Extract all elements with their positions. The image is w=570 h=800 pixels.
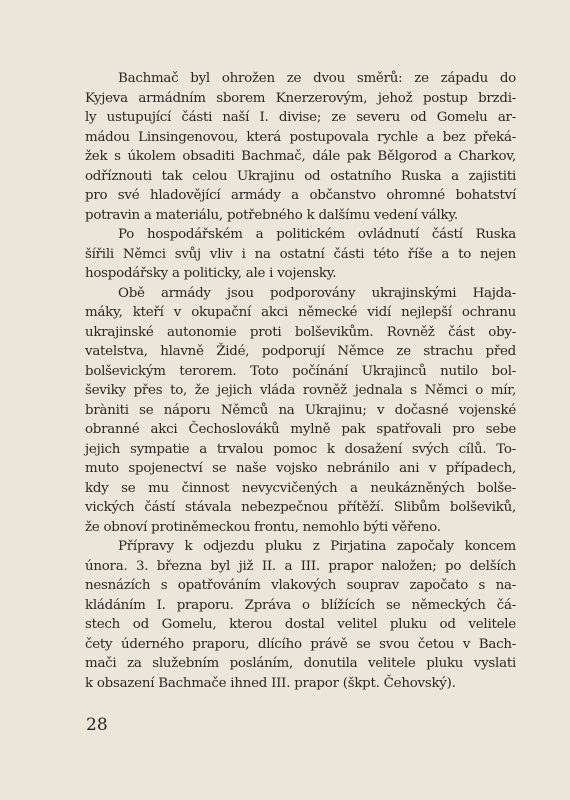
text-line: kládáním I. praporu. Zpráva o blížících se německých čá- (85, 597, 516, 613)
text-line: bràniti se náporu Němců na Ukrajinu; v dočasné vojenské (85, 402, 516, 418)
text-line: k obsazení Bachmače ihned III. prapor (škpt. Čehovský). (85, 675, 456, 691)
text-line: že obnoví protiněmeckou frontu, nemohlo býti věřeno. (85, 519, 441, 535)
text-line: muto spojenectví se naše vojsko nebránilo ani v případech, (85, 461, 516, 476)
text-line: ševiky přes to, že jejich vláda rovněž jednala s Němci o mír, (85, 383, 516, 398)
text-line: Kyjeva armádním sborem Knerzerovým, jehož postup brzdi- (85, 90, 516, 106)
text-line: hospodářsky a politicky, ale i vojensky. (85, 266, 337, 281)
text-line: vatelstva, hlavně Židé, podporují Němce ze strachu před (85, 344, 516, 359)
text-line: mači za služebním posláním, donutila velitele pluku vyslati (85, 656, 516, 671)
text-line: kdy se mu činnost nevycvičených a neukázněných bolše- (85, 480, 516, 496)
text-line: pro své hladovějící armády a občanstvo ohromné bohatství (85, 188, 516, 203)
text-line: máky, kteří v okupační akci německé vidí nejlepší ochranu (85, 305, 516, 320)
text-line: stech od Gomelu, kterou dostal velitel pluku od velitele (85, 617, 516, 632)
text-line: žek s úkolem obsaditi Bachmač, dále pak Bělgorod a Charkov, (85, 149, 516, 164)
text-line: Po hospodářském a politickém ovládnutí částí Ruska (118, 227, 516, 242)
text-line: šířili Němci svůj vliv i na ostatní části této říše a to nejen (85, 246, 516, 262)
page-number: 28 (86, 715, 108, 735)
text-line: bolševickým terorem. Toto počínání Ukrajinců nutilo bol- (85, 363, 516, 379)
body-text (85, 69, 516, 693)
text-line: odříznouti tak celou Ukrajinu od ostatního Ruska a zajistiti (85, 168, 516, 184)
text-line: obranné akci Čechoslováků mylně pak spatřovali pro sebe (85, 422, 516, 437)
text-line: vických částí stávala nebezpečnou přítěží. Slibům bolševiků, (85, 500, 516, 515)
text-line: ukrajinské autonomie proti bolševikům. Rovněž část oby- (85, 324, 516, 340)
text-line: Bachmač byl ohrožen ze dvou směrů: ze západu do (118, 71, 516, 86)
text-line: jejich sympatie a trvalou pomoc k dosažení svých cílů. To- (85, 441, 516, 457)
text-line: mádou Linsingenovou, která postupovala rychle a bez překá- (85, 129, 516, 145)
text-line: února. 3. března byl již II. a III. prapor naložen; po delších (85, 558, 516, 574)
text-line: Obě armády jsou podporovány ukrajinskými Hajda- (118, 285, 516, 301)
text-line: Přípravy k odjezdu pluku z Pirjatina započaly koncem (118, 539, 516, 554)
text-line: ly ustupující části naší I. divise; ze severu od Gomelu ar- (85, 110, 516, 125)
text-line: čety úderného praporu, dlícího právě se svou četou v Bach- (85, 636, 516, 652)
text-line: nesnázích s opatřováním vlakových souprav započato s na- (85, 578, 516, 593)
text-line: potravin a materiálu, potřebného k dalšímu vedení války. (85, 207, 458, 223)
